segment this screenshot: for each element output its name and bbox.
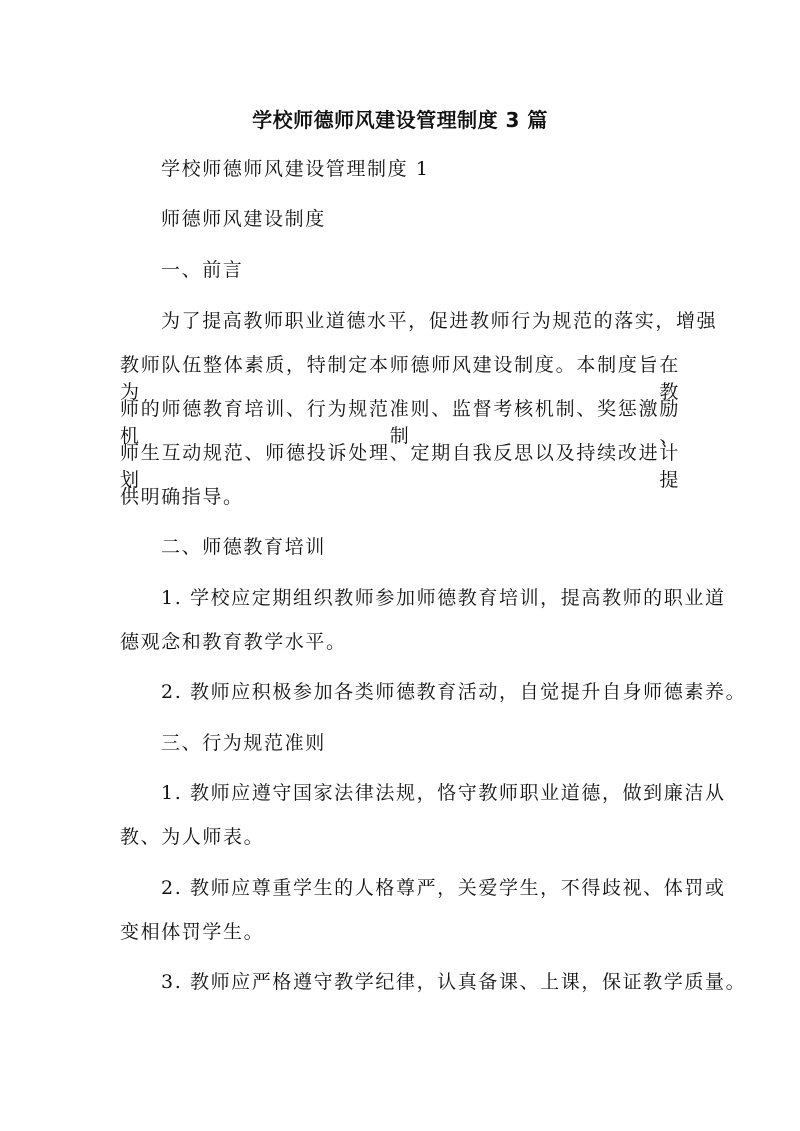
heading-training: 二、师德教育培训 bbox=[161, 536, 326, 558]
paragraph-conduct-2-line: 2. 教师应尊重学生的人格尊严，关爱学生，不得歧视、体罚或 bbox=[161, 877, 726, 899]
paragraph-preface-line: 教师队伍整体素质，特制定本师德师风建设制度。本制度旨在为教 bbox=[120, 354, 680, 403]
document-title: 学校师德师风建设管理制度 3 篇 bbox=[252, 108, 548, 132]
paragraph-preface-line: 为了提高教师职业道德水平，促进教师行为规范的落实，增强 bbox=[161, 310, 718, 332]
paragraph-conduct-1-line: 1. 教师应遵守国家法律法规，恪守教师职业道德，做到廉洁从 bbox=[161, 782, 726, 804]
paragraph-training-2: 2. 教师应积极参加各类师德教育活动，自觉提升自身师德素养。 bbox=[161, 681, 747, 703]
section-title: 师德师风建设制度 bbox=[161, 208, 326, 230]
paragraph-conduct-3: 3. 教师应严格遵守教学纪律，认真备课、上课，保证教学质量。 bbox=[161, 971, 747, 993]
paragraph-preface-line: 师的师德教育培训、行为规范准则、监督考核机制、奖惩激励机制、 bbox=[120, 398, 680, 447]
heading-conduct: 三、行为规范准则 bbox=[161, 732, 326, 754]
paragraph-preface-line: 供明确指导。 bbox=[120, 486, 244, 508]
paragraph-training-1-line: 1. 学校应定期组织教师参加师德教育培训，提高教师的职业道 bbox=[161, 587, 726, 609]
paragraph-preface-line: 师生互动规范、师德投诉处理、定期自我反思以及持续改进计划提 bbox=[120, 442, 680, 491]
paragraph-training-1-line: 德观念和教育教学水平。 bbox=[120, 631, 347, 653]
paragraph-conduct-2-line: 变相体罚学生。 bbox=[120, 921, 265, 943]
paragraph-conduct-1-line: 教、为人师表。 bbox=[120, 826, 265, 848]
subtitle: 学校师德师风建设管理制度 1 bbox=[161, 158, 430, 180]
heading-preface: 一、前言 bbox=[161, 259, 244, 281]
